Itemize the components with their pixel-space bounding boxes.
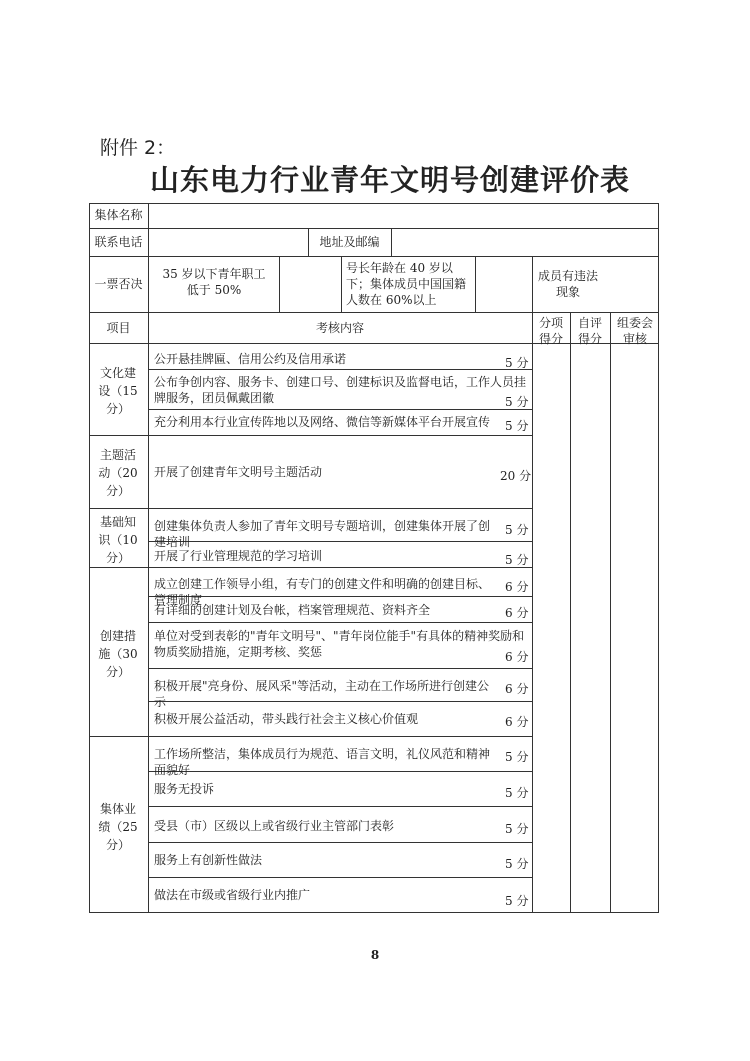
table-rule — [475, 256, 476, 312]
annex-label: 附件 2： — [100, 137, 176, 159]
table-rule — [148, 668, 532, 669]
table-rule — [89, 228, 659, 229]
group-name-label: 集体名称 — [94, 208, 143, 222]
table-rule — [89, 736, 532, 737]
section-theme: 主题活动（20 分） — [98, 448, 138, 498]
section-performance: 集体业绩（25 分） — [98, 802, 138, 852]
column-score: 分项得分 — [538, 316, 563, 346]
table-rule — [148, 806, 532, 807]
veto-criterion-age: 35 岁以下青年职工低于 50% — [162, 267, 266, 297]
veto-criterion-law: 成员有违法现象 — [537, 269, 598, 299]
criterion-row: 单位对受到表彰的"青年文明号"、"青年岗位能手"有具体的精神奖励和物质奖励措施，定期考核、奖惩 — [154, 629, 525, 659]
table-rule — [610, 312, 611, 913]
criterion-points: 5 分 — [505, 523, 529, 537]
criterion-points: 5 分 — [505, 786, 529, 800]
table-rule — [89, 508, 532, 509]
section-culture: 文化建设（15 分） — [98, 366, 138, 416]
criterion-points: 5 分 — [505, 395, 529, 409]
table-rule — [279, 256, 280, 312]
criterion-points: 6 分 — [505, 682, 529, 696]
table-rule — [148, 842, 532, 843]
table-rule — [148, 877, 532, 878]
column-self-score: 自评得分 — [577, 316, 602, 346]
criterion-points: 5 分 — [505, 553, 529, 567]
table-rule — [341, 256, 342, 312]
page-title: 山东电力行业青年文明号创建评价表 — [149, 163, 630, 197]
criterion-points: 6 分 — [505, 580, 529, 594]
criterion-row: 开展了行业管理规范的学习培训 — [154, 549, 323, 563]
criterion-row: 公开悬挂牌匾、信用公约及信用承诺 — [154, 352, 347, 366]
table-rule — [570, 312, 571, 913]
criterion-row: 积极开展"亮身份、展风采"等活动，主动在工作场所进行创建公示 — [154, 679, 490, 709]
criterion-row: 积极开展公益活动，带头践行社会主义核心价值观 — [154, 712, 419, 726]
criterion-points: 5 分 — [505, 356, 529, 370]
veto-criterion-leader: 号长年龄在 40 岁以下；集体成员中国国籍人数在 60%以上 — [346, 261, 467, 307]
criterion-row: 创建集体负责人参加了青年文明号专题培训，创建集体开展了创建培训 — [154, 519, 491, 549]
criterion-points: 5 分 — [505, 419, 529, 433]
criterion-row: 受县（市）区级以上或省级行业主管部门表彰 — [154, 819, 395, 833]
criterion-row: 服务无投诉 — [154, 782, 215, 796]
table-rule — [148, 622, 532, 623]
table-rule — [148, 409, 532, 410]
table-rule — [532, 256, 533, 312]
section-knowledge: 基础知识（10 分） — [98, 515, 138, 565]
table-rule — [89, 312, 659, 313]
column-item: 项目 — [106, 321, 131, 335]
criterion-points: 5 分 — [505, 822, 529, 836]
page-number: 8 — [370, 948, 380, 962]
criterion-points: 5 分 — [505, 894, 529, 908]
veto-label: 一票否决 — [94, 277, 143, 291]
criterion-row: 开展了创建青年文明号主题活动 — [154, 465, 323, 479]
criterion-row: 成立创建工作领导小组，有专门的创建文件和明确的创建目标、管理制度 — [154, 577, 491, 607]
criterion-row: 工作场所整洁，集体成员行为规范、语言文明，礼仪风范和精神面貌好 — [154, 747, 491, 777]
criterion-row: 服务上有创新性做法 — [154, 853, 263, 867]
table-rule — [89, 567, 532, 568]
criterion-row: 公布争创内容、服务卡、创建口号、创建标识及监督电话，工作人员挂牌服务，团员佩戴团徽 — [154, 375, 527, 405]
criterion-row: 有详细的创建计划及台帐，档案管理规范、资料齐全 — [154, 603, 431, 617]
table-rule — [89, 435, 532, 436]
table-rule — [148, 369, 532, 370]
table-rule — [89, 256, 659, 257]
criterion-points: 5 分 — [505, 857, 529, 871]
address-label: 地址及邮编 — [319, 235, 380, 249]
criterion-points: 6 分 — [505, 715, 529, 729]
criterion-points: 20 分 — [500, 469, 532, 483]
criterion-points: 6 分 — [505, 650, 529, 664]
table-rule — [391, 228, 392, 256]
column-content: 考核内容 — [315, 321, 364, 335]
column-committee: 组委会审核 — [616, 316, 653, 346]
criterion-points: 6 分 — [505, 606, 529, 620]
table-rule — [532, 312, 533, 913]
section-measures: 创建措施（30 分） — [98, 629, 138, 679]
phone-label: 联系电话 — [94, 235, 143, 249]
table-rule — [148, 343, 149, 913]
criterion-points: 5 分 — [505, 750, 529, 764]
criterion-row: 充分利用本行业宣传阵地以及网络、微信等新媒体平台开展宣传 — [154, 415, 491, 429]
criterion-row: 做法在市级或省级行业内推广 — [154, 888, 311, 902]
